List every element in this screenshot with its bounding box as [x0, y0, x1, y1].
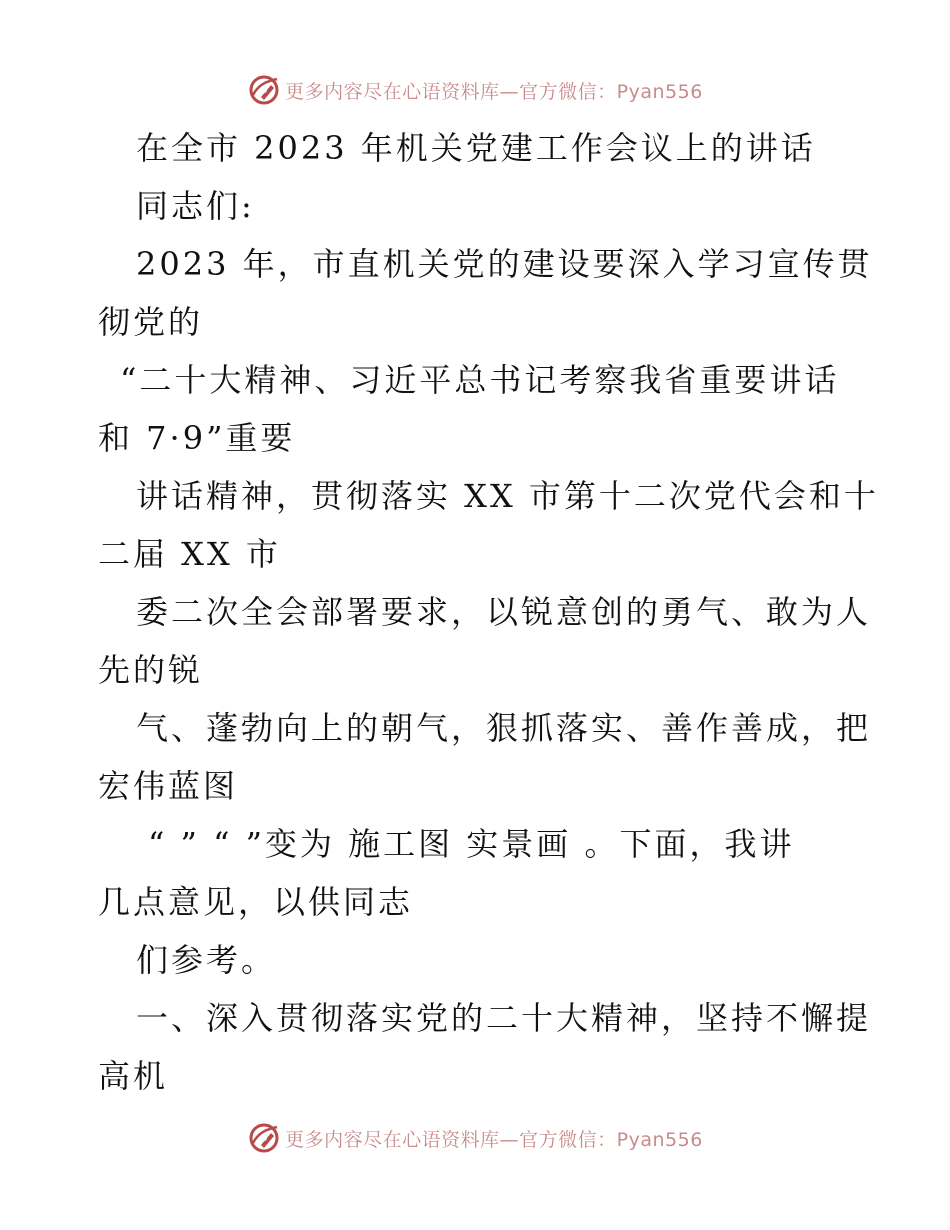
paragraph-line: 委二次全会部署要求，以锐意创的勇气、敢为人 [136, 593, 872, 631]
logo-icon [247, 1121, 281, 1155]
footer-watermark [0, 1118, 950, 1158]
logo-icon [247, 73, 281, 107]
paragraph-line: 彻党的 [98, 303, 204, 341]
paragraph-line: 先的锐 [98, 651, 204, 689]
paragraph-line: 讲话精神，贯彻落实 XX 市第十二次党代会和十 [136, 477, 879, 515]
watermark-text: 更多内容尽在心语资料库—官方微信：Pyan556 [285, 1128, 703, 1151]
paragraph-line: 2023 年，市直机关党的建设要深入学习宣传贯 [136, 245, 873, 283]
paragraph-line: 气、蓬勃向上的朝气，狠抓落实、善作善成，把 [136, 709, 872, 747]
paragraph-line: “ ” “ ”变为 施工图 实景画 。下面，我讲 [148, 825, 795, 863]
paragraph-line: 宏伟蓝图 [98, 767, 239, 805]
paragraph-line: 几点意见，以供同志 [98, 883, 414, 921]
document-title: 在全市 2023 年机关党建工作会议上的讲话 [136, 129, 816, 167]
paragraph-line: 们参考。 [136, 941, 277, 979]
paragraph-line: 和 7·9”重要 [98, 419, 296, 457]
paragraph-line: 高机 [98, 1057, 169, 1095]
paragraph-line: 二届 XX 市 [98, 535, 281, 573]
section-heading: 一、深入贯彻落实党的二十大精神，坚持不懈提 [136, 999, 872, 1037]
salutation: 同志们: [136, 187, 255, 225]
watermark-text: 更多内容尽在心语资料库—官方微信：Pyan556 [285, 80, 703, 103]
paragraph-line: “二十大精神、习近平总书记考察我省重要讲话 [120, 361, 840, 399]
header-watermark [0, 70, 950, 110]
